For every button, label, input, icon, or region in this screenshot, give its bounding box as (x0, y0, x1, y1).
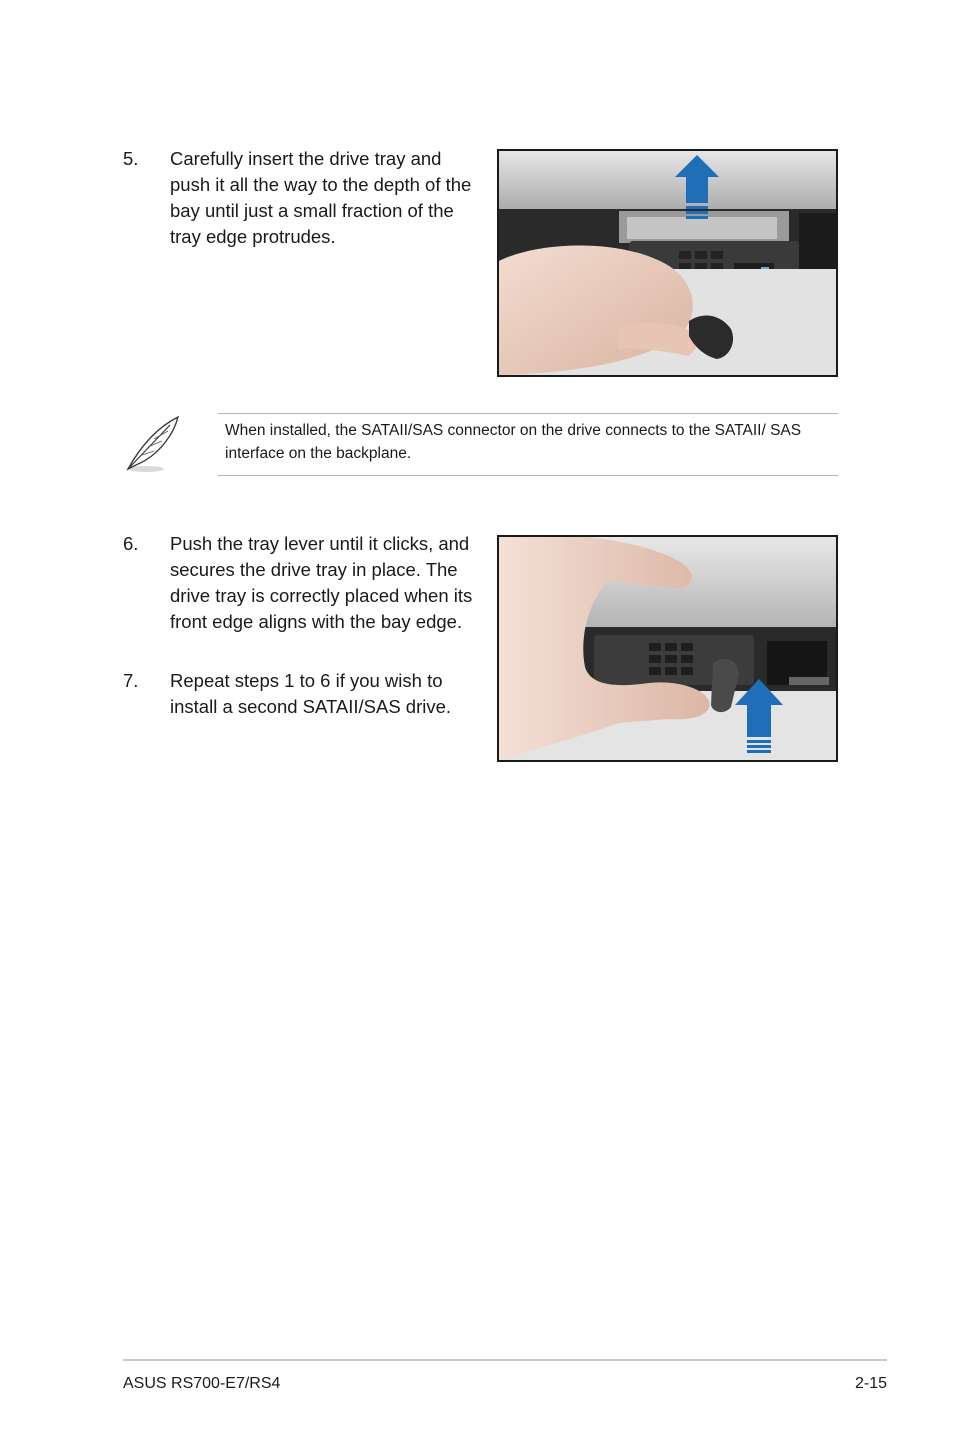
feather-pen-icon (120, 411, 186, 477)
step-text: Repeat steps 1 to 6 if you wish to install a second SATAII/SAS drive. (170, 670, 452, 717)
step-number: 6. (123, 533, 139, 554)
step-number: 7. (123, 670, 139, 691)
step-5 (123, 146, 475, 250)
note-top-rule (218, 413, 838, 414)
photo-push-tray-lever (497, 535, 838, 762)
step-text: Push the tray lever until it clicks, and secures the drive tray in place. The drive tray is correctly placed when its front edge aligns with the bay edge. (170, 533, 473, 632)
footer-product: ASUS RS700-E7/RS4 (123, 1375, 281, 1392)
step-text: Carefully insert the drive tray and push it all the way to the depth of the bay until just a small fraction of the tray edge protrudes. (170, 148, 472, 247)
step-number: 5. (123, 148, 139, 169)
step-7 (123, 668, 475, 720)
footer-page-number: 2-15 (854, 1375, 887, 1392)
note-text: When installed, the SATAII/SAS connector on the drive connects to the SATAII/ SAS interface on the backplane. (225, 422, 802, 462)
photo-insert-drive-tray (497, 149, 838, 377)
step-6 (123, 531, 475, 635)
footer-rule (123, 1359, 887, 1361)
note-bottom-rule (218, 475, 838, 476)
